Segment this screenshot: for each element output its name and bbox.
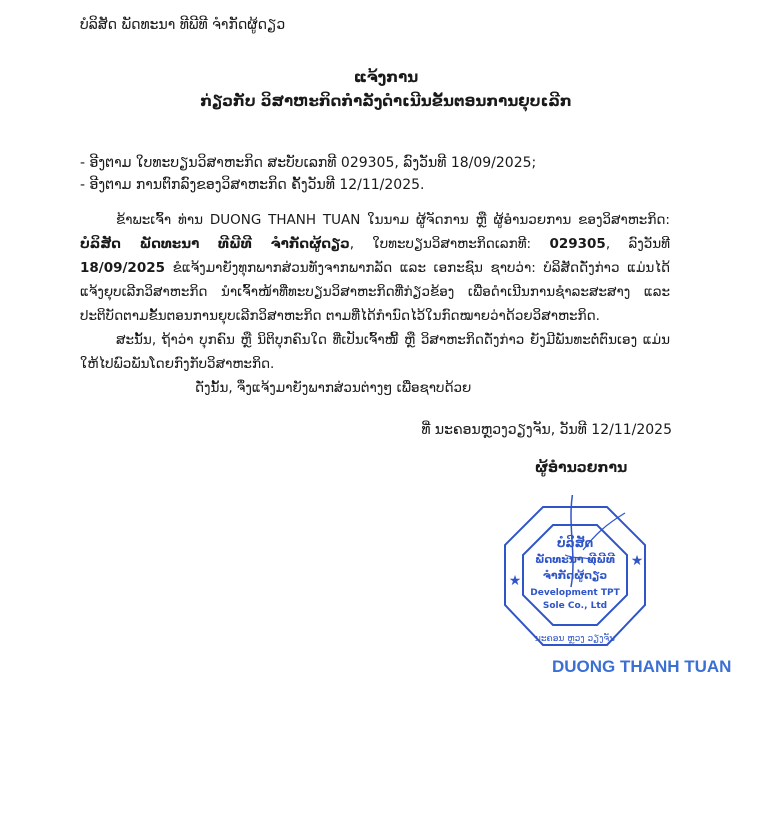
paragraph-declaration	[80, 208, 670, 328]
reference-item: - ອີງຕາມ ໃບທະບຽນວິສາຫະກິດ ສະບັບເລກທີ 029305, ລົງວັນທີ 18/09/2025;	[80, 155, 537, 171]
signer-title: ຜູ້ອໍານວຍການ	[535, 460, 628, 476]
text: ຂໍແຈ້ງມາຍັງທຸກພາກສ່ວນທັງຈາກພາກລັດ ແລະ ເອກະຊົນ ຊາບວ່າ: ບໍລິສັດດັ່ງກ່າວ ແມ່ນໄດ້ແຈ້ງຍຸບເລີກວິສາຫະກິດ ນໍາເຈົ້າໜ້າທີ່ທະບຽນວິສາຫະກິດທີ່ກ່ຽວຂ້ອງ ເພື່ອດໍາເນີນການຊໍາລະສະສາງ ແລະ ປະຕິບັດຕາມຂັ້ນຕອນການຍຸບເລີກວິສາຫະກິດ ຕາມທີ່ໄດ້ກໍານົດໄວ້ໃນກົດໝາຍວ່າດ້ວຍວິສາຫະກິດ.	[80, 260, 670, 324]
references-list	[80, 152, 536, 196]
company-header: ບໍລິສັດ ພັດທະນາ ທີພີທີ ຈໍາກັດຜູ້ດຽວ	[80, 17, 286, 33]
paragraph-creditors: ສະນັ້ນ, ຖ້າວ່າ ບຸກຄົນ ຫຼື ນິຕິບຸກຄົນໃດ ທີ່ເປັນເຈົ້າໜີ້ ຫຼື ວິສາຫະກິດດັ່ງກ່າວ ຍັງມີພັນທະຕໍ່ຕົນເອງ ແມ່ນໃຫ້ໄປພົວພັນໂດຍກົງກັບວິສາຫະກິດ.	[80, 332, 670, 372]
text: , ໃບທະບຽນວິສາຫະກິດເລກທີ:	[349, 236, 550, 252]
registration-date: 18/09/2025	[80, 260, 166, 276]
paragraph-closing: ດັ່ງນັ້ນ, ຈຶ່ງແຈ້ງມາຍັງພາກສ່ວນຕ່າງໆ ເພື່ອຊາບດ້ວຍ	[195, 380, 472, 396]
registration-number: 029305	[549, 236, 606, 252]
svg-text:★: ★	[630, 553, 644, 569]
text: ຂ້າພະເຈົ້າ ທ່ານ DUONG THANH TUAN ໃນນາມ ຜູ້ຈັດການ ຫຼື ຜູ້ອໍານວຍການ ຂອງວິສາຫະກິດ:	[116, 212, 670, 228]
place-and-date: ທີ່ ນະຄອນຫຼວງວຽງຈັນ, ວັນທີ 12/11/2025	[421, 422, 672, 438]
svg-text:ຈໍາກັດຜູ້ດຽວ: ຈໍາກັດຜູ້ດຽວ	[542, 569, 608, 582]
svg-text:ບໍລິສັດ: ບໍລິສັດ	[556, 536, 594, 550]
notice-subject: ກ່ຽວກັບ ວິສາຫະກິດກໍາລັງດໍາເນີນຂັ້ນຕອນການຍຸບເລີກ	[200, 92, 572, 110]
svg-text:★: ★	[508, 573, 522, 589]
company-name-bold: ບໍລິສັດ ພັດທະນາ ທີພີທີ ຈໍາກັດຜູ້ດຽວ	[80, 236, 350, 252]
svg-text:Development TPT: Development TPT	[530, 588, 620, 598]
svg-text:ພັດທະນາ ທີພີທີ: ພັດທະນາ ທີພີທີ	[535, 553, 615, 566]
svg-text:ນະຄອນ ຫຼວງ ວຽງຈັນ: ນະຄອນ ຫຼວງ ວຽງຈັນ	[534, 634, 616, 644]
reference-item: - ອີງຕາມ ການຕົກລົງຂອງວິສາຫະກິດ ຄັ້ງວັນທີ 12/11/2025.	[80, 177, 425, 193]
text: , ລົງວັນທີ	[605, 236, 671, 252]
notice-title: ແຈ້ງການ	[353, 68, 419, 86]
signer-name: DUONG THANH TUAN	[552, 657, 732, 676]
company-stamp-icon	[495, 495, 655, 655]
svg-text:Sole Co., Ltd: Sole Co., Ltd	[542, 601, 608, 611]
